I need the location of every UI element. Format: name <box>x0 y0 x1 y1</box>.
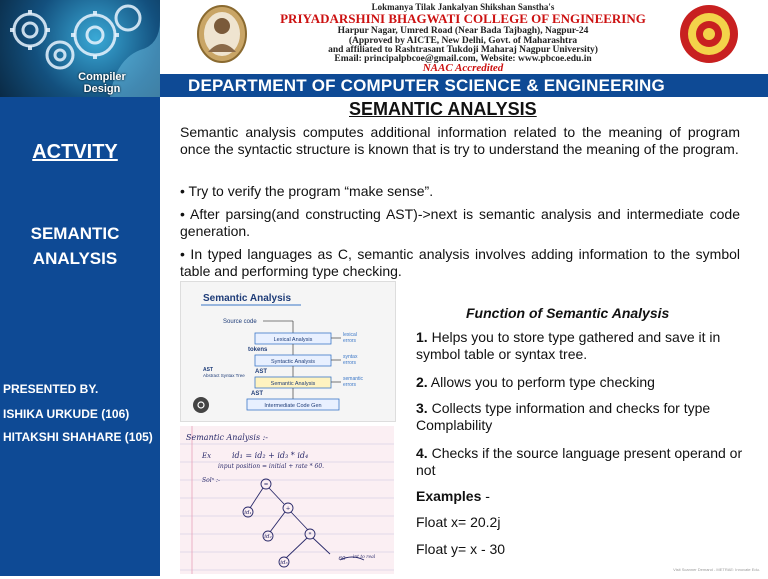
bullet-1: • Try to verify the program “make sense”. <box>180 183 434 199</box>
function-item-2-text: Allows you to perform type checking <box>427 374 655 390</box>
intermediate-code-label: Intermediate Code Gen <box>264 403 322 409</box>
naac-badge: NAAC Accredited <box>422 62 504 74</box>
college-header <box>178 0 743 74</box>
ast-label-bottom: AST <box>251 391 263 397</box>
syntax-errors-label-2: errors <box>343 360 357 366</box>
tokens-label: tokens <box>248 347 268 353</box>
function-item-2 <box>416 374 756 391</box>
lexical-errors-label-1: lexical <box>343 332 357 338</box>
examples-dash: - <box>481 488 490 504</box>
compiler-design-logo <box>0 0 160 97</box>
bullet-2: • After parsing(and constructing AST)->next is semantic analysis and intermediate code generation. <box>180 206 740 239</box>
ast-label-left: AST <box>203 367 213 373</box>
sanstha-name: Lokmanya Tilak Jankalyan Shikshan Sanstha's <box>371 2 555 12</box>
tree-node-60: 60 <box>338 556 346 562</box>
notes-drawing <box>180 426 394 574</box>
presented-by-label: PRESENTED BY. <box>3 382 99 396</box>
college-approval: (Approved by AICTE, New Delhi, Govt. of Maharashtra <box>348 36 578 46</box>
college-emblem-icon <box>678 3 740 65</box>
function-item-1-number: 1. <box>416 329 428 345</box>
examples-label: Examples <box>416 488 482 504</box>
diagram-source-code: Source code <box>223 319 257 325</box>
college-address: Harpur Nagar, Umred Road (Near Bada Tajbagh), Nagpur-24 <box>337 26 589 36</box>
ast-label-middle: AST <box>255 369 267 375</box>
notes-solution-label: Solⁿ :- <box>202 477 221 484</box>
intro-paragraph: Semantic analysis computes additional information related to the meaning of program once the syntactic structure is known that is try to understand the meaning of the program. <box>180 124 740 157</box>
pipeline-diagram <box>181 282 395 421</box>
notes-equation: id₁ = id₂ + id₃ * id₄ <box>232 451 309 460</box>
syntactic-analysis-label: Syntactic Analysis <box>270 359 316 365</box>
function-item-3 <box>416 400 756 434</box>
semantic-errors-label-2: errors <box>343 382 357 388</box>
bullet-3: • In typed languages as C, semantic analysis involves adding information to the symbol table and performing type checking. <box>180 246 740 279</box>
presenter-1: ISHIKA URKUDE (106) <box>3 407 130 421</box>
notes-input-line: input position = initial + rate * 60. <box>218 463 325 470</box>
function-item-4-number: 4. <box>416 445 428 461</box>
tree-node-id3: id₃ <box>280 560 288 566</box>
tree-note-int-to-real: int to real <box>352 555 376 560</box>
notes-heading: Semantic Analysis :- <box>186 433 269 442</box>
semantic-analysis-diagram <box>180 281 396 422</box>
slide-title: SEMANTIC ANALYSIS <box>349 99 537 119</box>
function-item-3-text: Collects type information and checks for type Complability <box>416 400 711 433</box>
topic-line1: SEMANTIC <box>30 224 120 243</box>
tree-node-assign: = <box>263 482 269 488</box>
college-affiliation: and affiliated to Rashtrasant Tukdoji Maharaj Nagpur University) <box>328 45 598 55</box>
topic-line2: ANALYSIS <box>32 249 118 268</box>
notes-ex-label: Ex <box>202 452 212 460</box>
tree-node-id1: id₁ <box>244 510 252 516</box>
example-2: Float y= x - 30 <box>416 541 506 557</box>
syntax-errors-label-1: syntax <box>343 354 358 360</box>
function-item-2-number: 2. <box>416 374 428 390</box>
activity-heading: ACTVITY <box>32 141 118 163</box>
functions-title: Function of Semantic Analysis <box>466 305 670 321</box>
watermark: Visit Scanner Demand - METRAE: Innovate Edu. <box>673 567 760 572</box>
logo-caption-line1: Compiler <box>78 71 126 83</box>
examples-heading <box>416 488 756 505</box>
diagram-title: Semantic Analysis <box>203 293 292 304</box>
lexical-errors-label-2: errors <box>343 338 357 344</box>
function-item-3-number: 3. <box>416 400 428 416</box>
department-title: DEPARTMENT OF COMPUTER SCIENCE & ENGINEERING <box>188 76 665 95</box>
tree-node-id2: id₂ <box>264 534 272 540</box>
lexical-analysis-label: Lexical Analysis <box>273 337 313 343</box>
tree-node-star: * <box>308 532 312 538</box>
semantic-analysis-label: Semantic Analysis <box>270 381 316 387</box>
semantic-errors-label-1: semantic <box>343 376 364 382</box>
lens-icon <box>193 397 209 413</box>
logo-caption <box>52 71 152 95</box>
function-item-4 <box>416 445 756 479</box>
abstract-syntax-tree-label: Abstract Syntax Tree <box>203 373 245 378</box>
example-1: Float x= 20.2j <box>416 514 501 530</box>
college-name: PRIYADARSHINI BHAGWATI COLLEGE OF ENGINEERING <box>280 11 646 26</box>
logo-caption-line2: Design <box>83 83 121 95</box>
tree-node-plus: + <box>285 506 291 512</box>
handwritten-notes <box>180 426 394 574</box>
function-item-4-text: Checks if the source language present operand or not <box>416 445 743 478</box>
presenter-2: HITAKSHI SHAHARE (105) <box>3 430 153 444</box>
function-item-1 <box>416 329 756 363</box>
college-contact: Email: principalpbcoe@gmail.com, Website: www.pbcoe.edu.in <box>334 54 592 64</box>
function-item-1-text: Helps you to store type gathered and save it in symbol table or syntax tree. <box>416 329 721 362</box>
